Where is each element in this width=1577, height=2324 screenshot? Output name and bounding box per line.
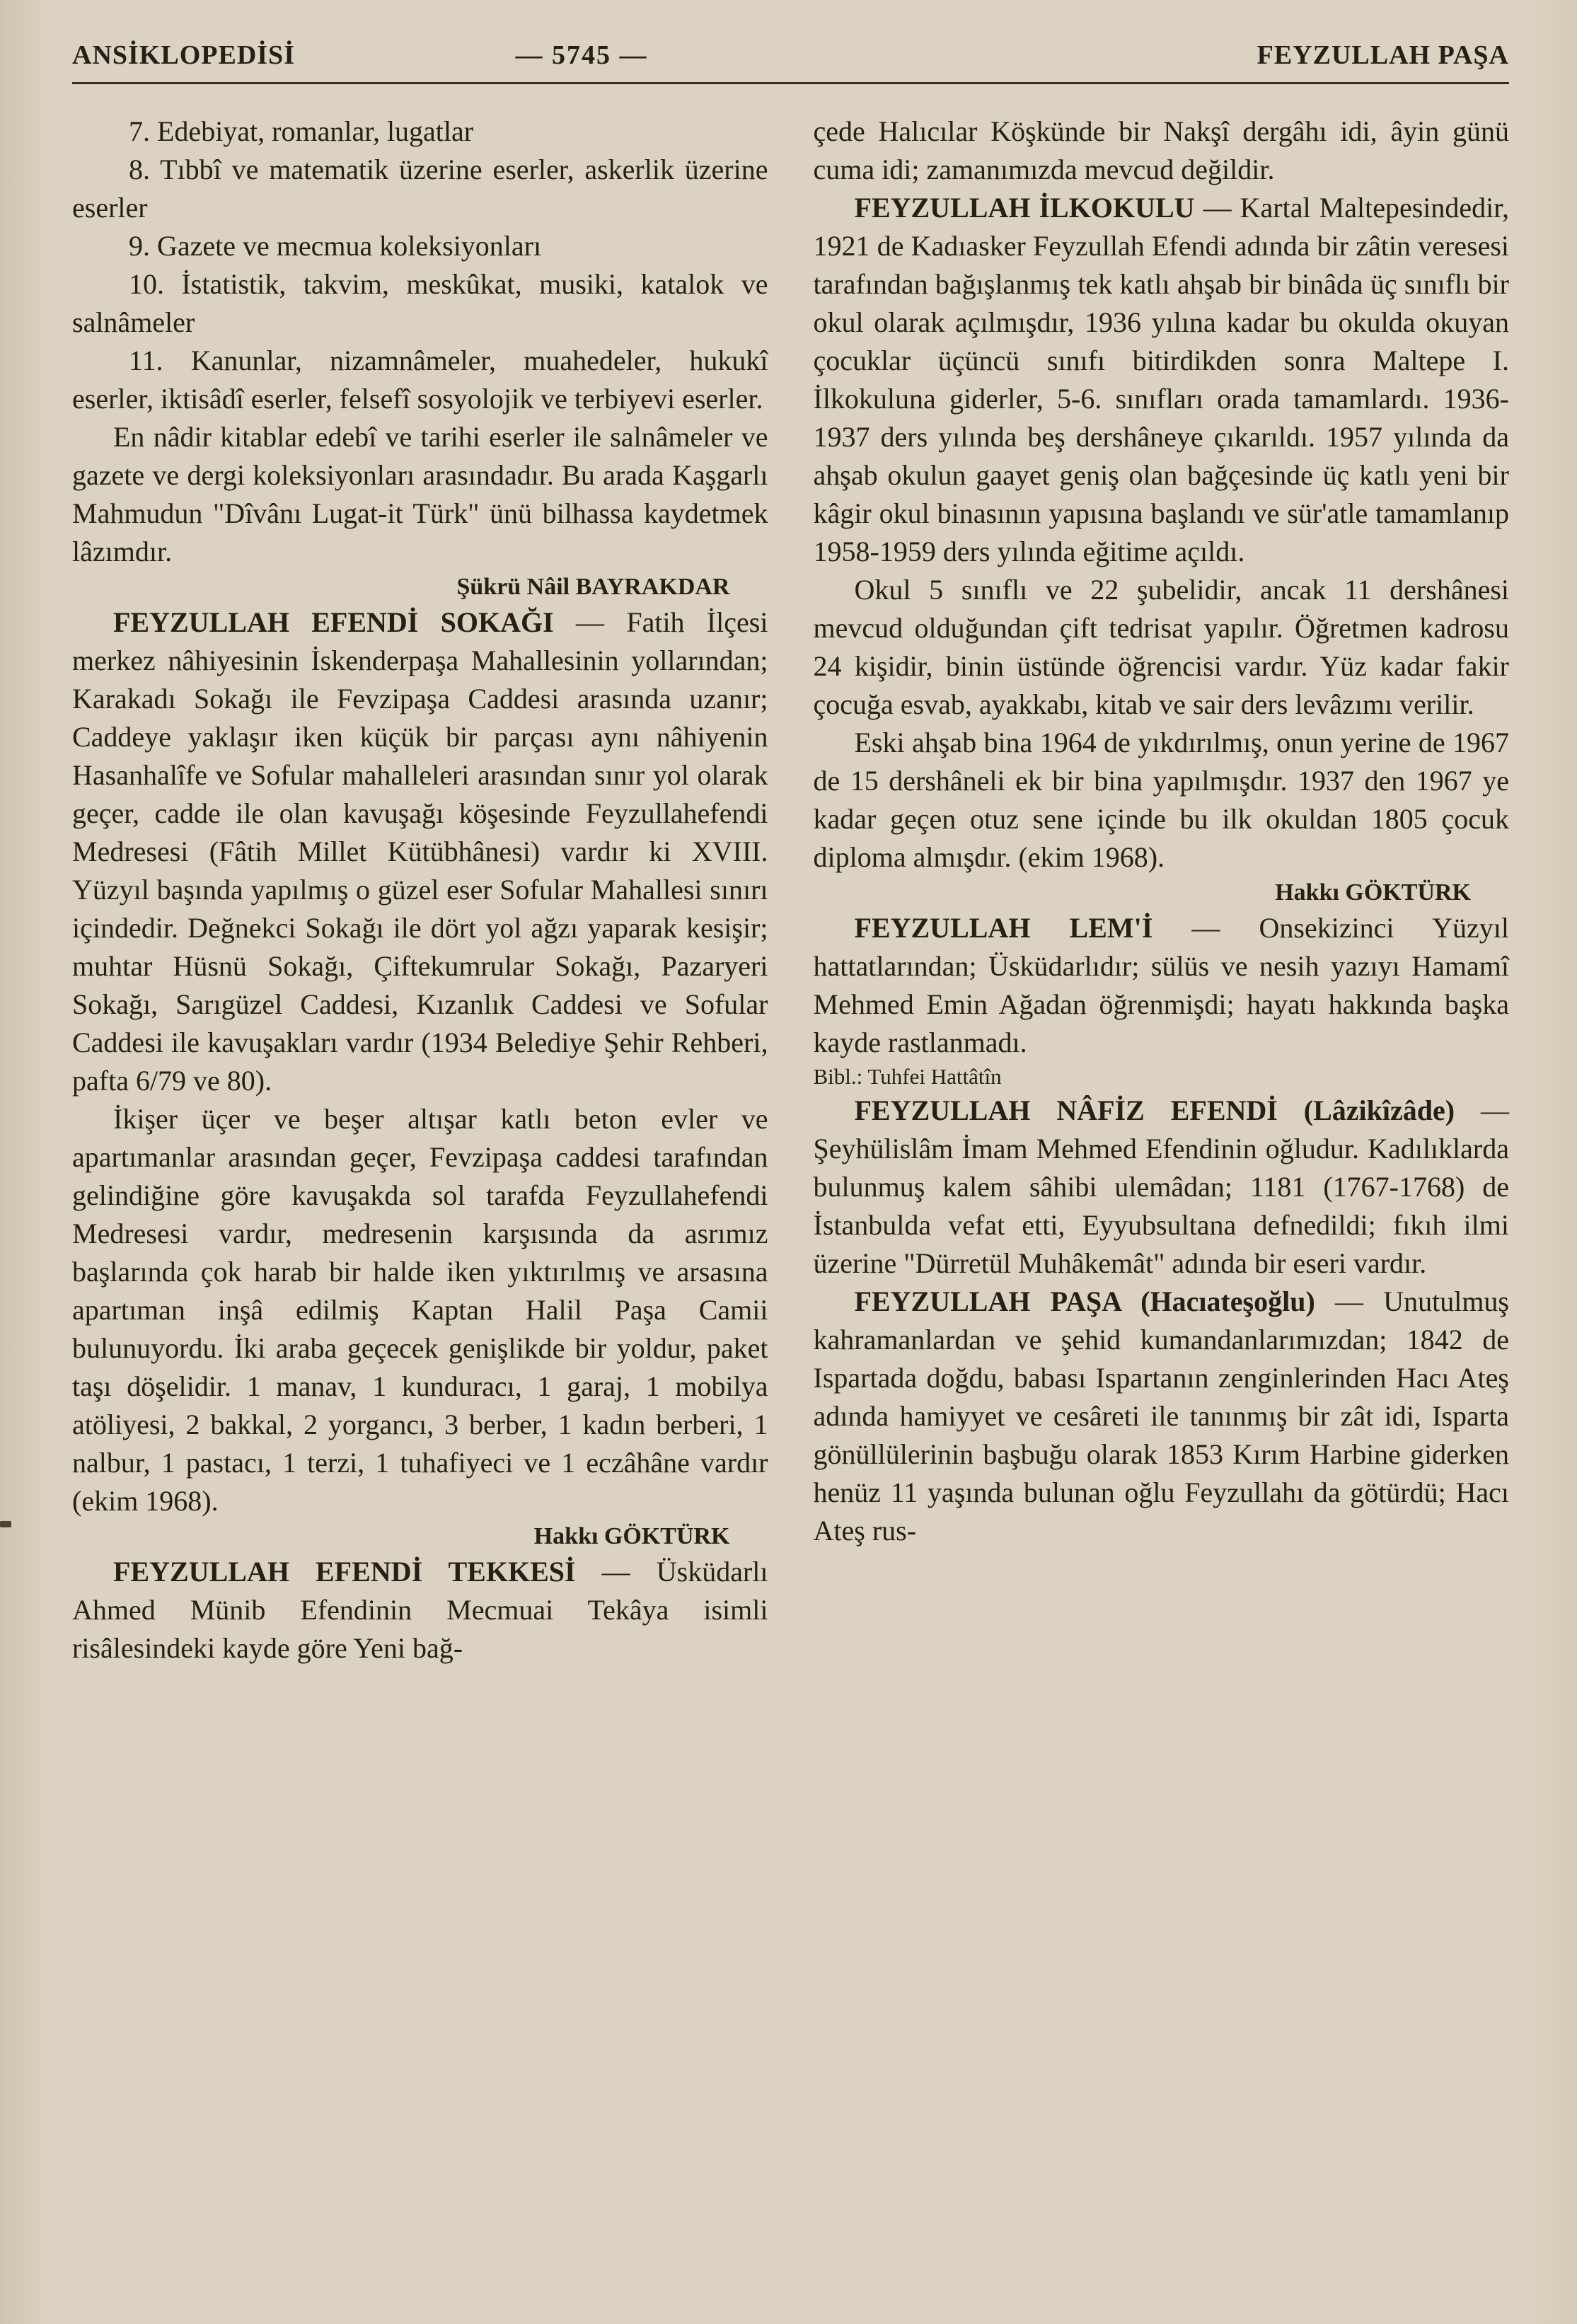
header-page-number: — 5745 — (515, 40, 648, 70)
header-rule (72, 82, 1509, 84)
entry-title: FEYZULLAH LEM'İ (854, 911, 1153, 944)
article-entry: FEYZULLAH İLKOKULU — Kartal Maltepesindedir, 1921 de Kadıasker Feyzullah Efendi adında bir zâtin veresesi tarafından bağışlanmış tek katlı ahşab bir binâda üç sınıflı bir okul olarak açılmışdır, 1936 yılına kadar bu okulda okuyan çocuklar üçüncü sınıfı bitirdikden sonra Maltepe I. İlkokuluna giderler, 5-6. sınıfları orada tamamlardı. 1936-1937 ders yılında beş dershâneye çıkarıldı. 1957 yılında da ahşab okulun gaayet geniş olan bağçesinde üç katlı yeni bir kâgir okul binasının yapısına başlandı ve sür'atle tamamlanıp 1958-1959 ders yılında eğitime açıldı. (813, 192, 1509, 567)
header-left-title: ANSİKLOPEDİSİ (72, 40, 295, 70)
list-item: 10. İstatistik, takvim, meskûkat, musiki, katalok ve salnâmeler (72, 268, 768, 338)
author-signature: Hakkı GÖKTÜRK (1275, 879, 1471, 906)
continuation-paragraph: çede Halıcılar Köşkünde bir Nakşî dergâhı idi, âyin günü cuma idi; zamanımızda mevcud değildir. (813, 115, 1509, 185)
header-right-title: FEYZULLAH PAŞA (1257, 40, 1509, 70)
page-header (72, 40, 1509, 71)
list-item: 11. Kanunlar, nizamnâmeler, muahedeler, hukukî eserler, iktisâdî eserler, felsefî sosyolojik ve terbiyevi eserler. (72, 345, 768, 415)
entry-title: FEYZULLAH NÂFİZ EFENDİ (Lâzikîzâde) (854, 1094, 1455, 1126)
body-paragraph: İkişer üçer ve beşer altışar katlı beton evler ve apartımanlar arasından geçer, Fevzipaşa caddesi tarafından gelindiğine göre kavuşakda sol tarafda Feyzullahefendi Medresesi vardır, medresenin karşısında da asrımız başlarında çok harab bir halde iken yıktırılmış ve arsasına apartıman inşâ edilmiş Kaptan Halil Paşa Camii bulunuyordu. İki araba geçecek genişlikde bir yoldur, paket taşı döşelidir. 1 manav, 1 kunduracı, 1 garaj, 1 mobilya atöliyesi, 2 bakkal, 2 yorgancı, 3 berber, 1 kadın berberi, 1 nalbur, 1 pastacı, 1 terzi, 1 tuhafiyeci ve 1 eczâhâne vardır (ekim 1968). (72, 1102, 768, 1517)
article-entry: FEYZULLAH EFENDİ SOKAĞI — Fatih İlçesi merkez nâhiyesinin İskenderpaşa Mahallesinin yollarından; Karakadı Sokağı ile Fevzipaşa Caddesi arasında uzanır; Caddeye yaklaşır iken küçük bir parçası aynı nâhiyenin Hasanhalîfe ve Sofular mahalleleri arasından sınır yol olarak geçer, cadde ile olan kavuşağı köşesinde Feyzullahefendi Medresesi (Fâtih Millet Kütübhânesi) vardır ki XVIII. Yüzyıl başında yapılmış o güzel eser Sofular Mahallesi sınırı içindedir. Değnekci Sokağı ile dört yol ağzı yaparak kesişir; muhtar Hüsnü Sokağı, Çiftekumrular Sokağı, Pazaryeri Sokağı, Sarıgüzel Caddesi, Kızanlık Caddesi ve Sofular Caddesi ile kavuşakları vardır (1934 Belediye Şehir Rehberi, pafta 6/79 ve 80). (72, 606, 768, 1097)
article-entry: FEYZULLAH PAŞA (Hacıateşoğlu) — Unutulmuş kahramanlardan ve şehid kumandanlarımızdan; 1842 de Ispartada doğdu, babası Ispartanın zenginlerinden Hacı Ateş adında hamiyyet ve cesâreti ile tanınmış bir zât idi, Isparta gönüllülerinin başbuğu olarak 1853 Kırım Harbine giderken henüz 11 yaşında bulunan oğlu Feyzullahı da götürdü; Hacı Ateş rus- (813, 1285, 1509, 1547)
article-entry: FEYZULLAH LEM'İ — Onsekizinci Yüzyıl hattatlarından; Üsküdarlıdır; sülüs ve nesih yazıyı Hamamî Mehmed Emin Ağadan öğrenmişdi; hayatı hakkında başka kayde rastlanmadı. (813, 911, 1510, 1058)
text-columns (72, 112, 1509, 1667)
list-item: 7. Edebiyat, romanlar, lugatlar (129, 115, 474, 147)
list-item: 8. Tıbbî ve matematik üzerine eserler, askerlik üzerine eserler (72, 154, 768, 224)
entry-title: FEYZULLAH EFENDİ TEKKESİ (113, 1555, 576, 1588)
body-paragraph: Okul 5 sınıflı ve 22 şubelidir, ancak 11 dershânesi mevcud olduğundan çift tedrisat yapılır. Öğretmen kadrosu 24 kişidir, binin üstünde öğrencisi vardır. Yüz kadar fakir çocuğa esvab, ayakkabı, kitab ve sair ders levâzımı verilir. (813, 574, 1509, 720)
entry-title: FEYZULLAH PAŞA (Hacıateşoğlu) (854, 1285, 1315, 1317)
author-signature: Şükrü Nâil BAYRAKDAR (456, 574, 730, 600)
entry-title: FEYZULLAH EFENDİ SOKAĞI (113, 606, 554, 638)
right-column (814, 112, 1510, 1667)
article-entry: FEYZULLAH EFENDİ TEKKESİ — Üsküdarlı Ahmed Münib Efendinin Mecmuai Tekâya isimli risâlesindeki kayde göre Yeni bağ- (72, 1555, 768, 1664)
article-entry: FEYZULLAH NÂFİZ EFENDİ (Lâzikîzâde) — Şeyhülislâm İmam Mehmed Efendinin oğludur. Kadılıklarda bulunmuş kalem sâhibi ulemâdan; 1181 (1767-1768) de İstanbulda vefat etti, Eyyubsultana defnedildi; fıkıh ilmi üzerine "Dürretül Muhâkemât" adında bir eseri vardır. (813, 1094, 1509, 1279)
entry-title: FEYZULLAH İLKOKULU (854, 192, 1195, 224)
left-column (72, 112, 768, 1667)
author-signature: Hakkı GÖKTÜRK (533, 1522, 730, 1549)
ink-speck (0, 1521, 11, 1527)
list-item: 9. Gazete ve mecmua koleksiyonları (129, 230, 542, 262)
body-paragraph: En nâdir kitablar edebî ve tarihi eserler ile salnâmeler ve gazete ve dergi koleksiyonları arasındadır. Bu arada Kaşgarlı Mahmudun "Dîvânı Lugat-it Türk" ünü bilhassa kaydetmek lâzımdır. (72, 421, 768, 567)
bibl-note: Bibl.: Tuhfei Hattâtîn (813, 1063, 1002, 1089)
body-paragraph: Eski ahşab bina 1964 de yıkdırılmış, onun yerine de 1967 de 15 dershâneli ek bir bina yapılmışdır. 1937 den 1967 ye kadar geçen otuz sene içinde bu ilk okuldan 1805 çocuk diploma almışdır. (ekim 1968). (813, 727, 1509, 873)
